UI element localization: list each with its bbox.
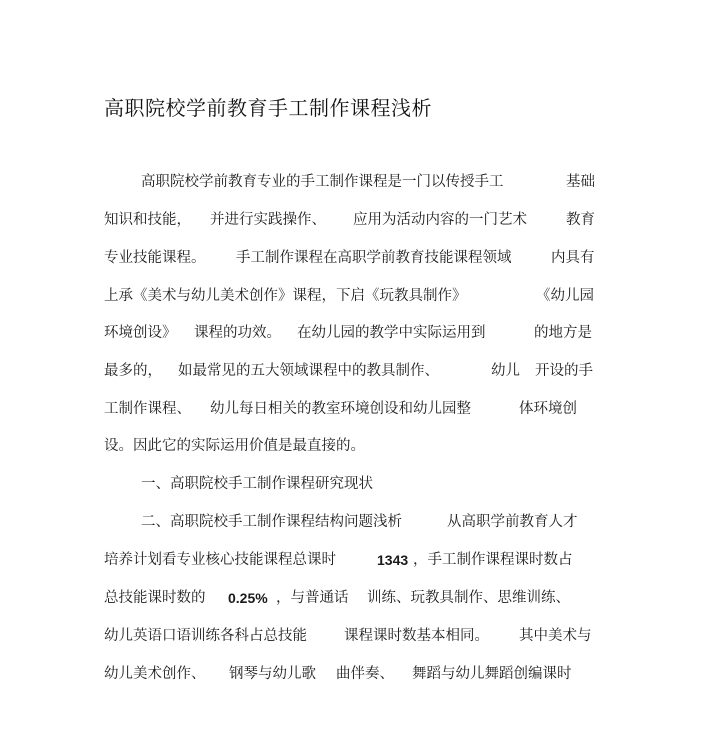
- text-segment: 教育: [566, 212, 595, 228]
- text-segment: 舞蹈与幼儿舞蹈创编课时: [412, 666, 572, 682]
- paragraph-line: [0, 662, 720, 686]
- text-segment: 曲伴奏、: [336, 666, 394, 682]
- text-segment: 高职院校学前教育专业的手工制作课程是一门以传授手工: [141, 174, 504, 190]
- text-segment: 的地方是: [534, 325, 592, 341]
- section-heading: [0, 472, 720, 496]
- text-segment: 课程的功效。: [194, 325, 281, 341]
- document-title: 高职院校学前教育手工制作课程浅析: [104, 96, 432, 120]
- text-segment: 从高职学前教育人才: [447, 514, 578, 530]
- text-segment: 手工制作课程在高职学前教育技能课程领域: [236, 250, 512, 266]
- text-segment: 一、高职院校手工制作课程研究现状: [141, 476, 373, 492]
- paragraph-line: [0, 359, 720, 383]
- text-segment: 《幼儿园: [536, 288, 594, 304]
- text-segment: 钢琴与幼儿歌: [229, 666, 316, 682]
- text-segment: 体环境创: [519, 401, 577, 417]
- text-segment: 其中美术与: [519, 628, 592, 644]
- text-segment: 并进行实践操作、: [210, 212, 326, 228]
- text-segment: ，与普通话: [276, 590, 349, 606]
- course-hours-value: 1343: [377, 552, 409, 568]
- paragraph-line: [0, 510, 720, 534]
- text-segment: 训练、玩教具制作、思维训练、: [367, 590, 570, 606]
- text-segment: 最多的，: [104, 363, 162, 379]
- paragraph-line: [0, 434, 720, 458]
- text-segment: 应用为活动内容的一门艺术: [353, 212, 527, 228]
- paragraph-line: [0, 284, 720, 308]
- text-segment: 培养计划看专业核心技能课程总课时: [104, 552, 336, 568]
- text-segment: 在幼儿园的教学中实际运用到: [297, 325, 486, 341]
- text-segment: 工制作课程、: [104, 401, 191, 417]
- text-segment: 总技能课时数的: [104, 590, 206, 606]
- paragraph-line: [0, 321, 720, 345]
- paragraph-line: [0, 624, 720, 648]
- text-segment: 开设的手: [535, 363, 593, 379]
- text-segment: ，手工制作课程课时数占: [413, 552, 573, 568]
- text-segment: 设。因此它的实际运用价值是最直接的。: [104, 438, 365, 454]
- text-segment: 幼儿每日相关的教室环境创设和幼儿园整: [210, 401, 471, 417]
- text-segment: 上承《美术与幼儿美术创作》课程，下启《玩教具制作》: [104, 288, 467, 304]
- text-segment: 基础: [566, 174, 595, 190]
- text-segment: 二、高职院校手工制作课程结构问题浅析: [141, 514, 402, 530]
- text-segment: 幼儿: [491, 363, 520, 379]
- text-segment: 幼儿英语口语训练各科占总技能: [104, 628, 307, 644]
- text-segment: 专业技能课程。: [104, 250, 206, 266]
- percentage-value: 0.25%: [228, 590, 268, 606]
- text-segment: 课程课时数基本相同。: [344, 628, 489, 644]
- text-segment: 如最常见的五大领域课程中的教具制作、: [178, 363, 439, 379]
- paragraph-line: [0, 397, 720, 421]
- text-segment: 幼儿美术创作、: [104, 666, 206, 682]
- paragraph-line: [0, 548, 720, 572]
- text-segment: 环境创设》: [104, 325, 177, 341]
- text-segment: 知识和技能，: [104, 212, 191, 228]
- paragraph-line: [0, 208, 720, 232]
- paragraph-line: [0, 170, 720, 194]
- paragraph-line: [0, 246, 720, 270]
- paragraph-line: [0, 586, 720, 610]
- text-segment: 内具有: [551, 250, 595, 266]
